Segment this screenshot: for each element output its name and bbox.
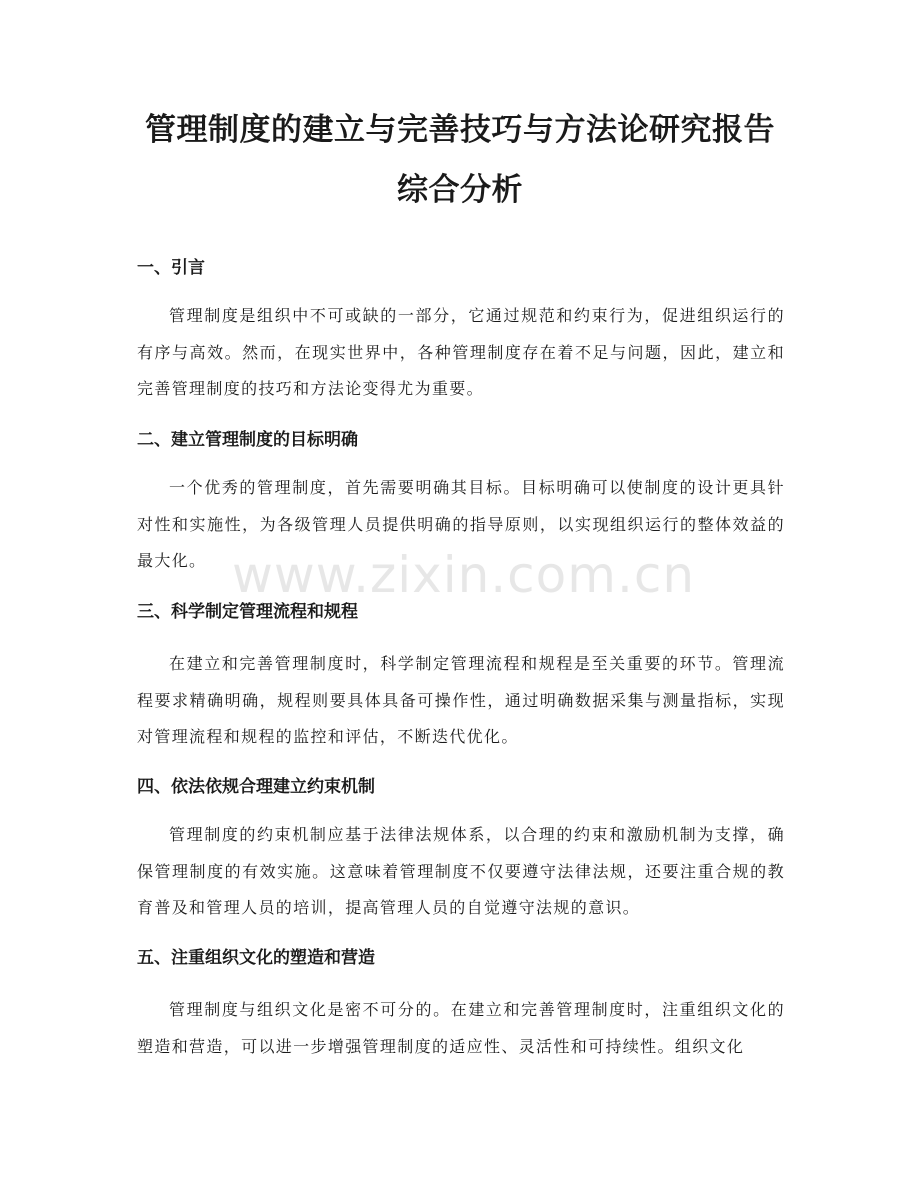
section-body-constraints: 管理制度的约束机制应基于法律法规体系，以合理的约束和激励机制为支撑，确保管理制度的有效实施。这意味着管理制度不仅要遵守法律法规，还要注重合规的教育普及和管理人员的培训，提高管理人员的自觉遵守法规的意识。 (137, 825, 785, 917)
section-heading-intro: 一、引言 (137, 258, 205, 278)
section-heading-constraints: 四、依法依规合理建立约束机制 (137, 777, 375, 797)
document-title: 管理制度的建立与完善技巧与方法论研究报告综合分析 (145, 112, 775, 208)
section-body-goals: 一个优秀的管理制度，首先需要明确其目标。目标明确可以使制度的设计更具针对性和实施性，为各级管理人员提供明确的指导原则，以实现组织运行的整体效益的最大化。 (137, 478, 785, 570)
section-body-intro: 管理制度是组织中不可或缺的一部分，它通过规范和约束行为，促进组织运行的有序与高效。然而，在现实世界中，各种管理制度存在着不足与问题，因此，建立和完善管理制度的技巧和方法论变得尤为重要。 (137, 306, 785, 398)
section-body-process: 在建立和完善管理制度时，科学制定管理流程和规程是至关重要的环节。管理流程要求精确明确，规程则要具体具备可操作性，通过明确数据采集与测量指标，实现对管理流程和规程的监控和评估，不断迭代优化。 (137, 654, 785, 746)
section-heading-process: 三、科学制定管理流程和规程 (137, 602, 358, 622)
section-body-culture: 管理制度与组织文化是密不可分的。在建立和完善管理制度时，注重组织文化的塑造和营造，可以进一步增强管理制度的适应性、灵活性和可持续性。组织文化 (137, 1000, 785, 1056)
section-heading-culture: 五、注重组织文化的塑造和营造 (137, 948, 375, 968)
section-heading-goals: 二、建立管理制度的目标明确 (137, 430, 358, 450)
watermark: www.zixin.com.cn (232, 546, 696, 604)
